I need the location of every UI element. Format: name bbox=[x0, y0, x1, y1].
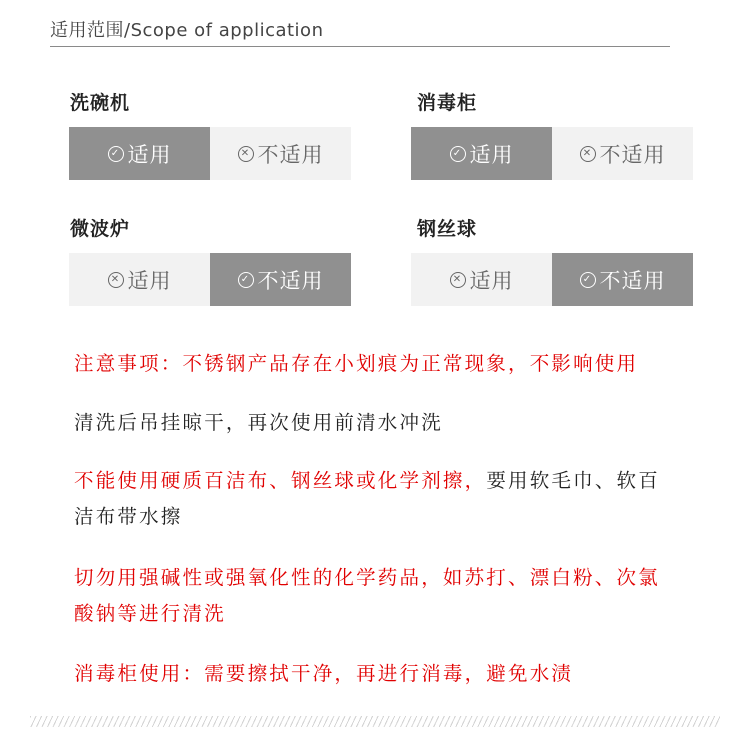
check-circle-icon: ✓ bbox=[108, 146, 124, 162]
note-no-abrasives bbox=[74, 463, 714, 535]
note-rinse: 清洗后吊挂晾干，再次使用前清水冲洗 bbox=[74, 411, 443, 434]
option-not-applicable bbox=[552, 127, 693, 180]
option-label: 不适用 bbox=[257, 142, 324, 167]
item-title-steel-wool: 钢丝球 bbox=[417, 218, 478, 240]
note-no-chemicals bbox=[74, 560, 714, 632]
check-circle-icon: ✓ bbox=[238, 272, 254, 288]
option-label: 适用 bbox=[127, 142, 172, 167]
option-not-applicable bbox=[210, 253, 351, 306]
option-label: 适用 bbox=[469, 142, 514, 167]
check-circle-icon: ✓ bbox=[450, 146, 466, 162]
check-circle-icon: ✓ bbox=[580, 272, 596, 288]
option-label: 不适用 bbox=[257, 268, 324, 293]
section-header bbox=[50, 18, 670, 47]
option-not-applicable bbox=[552, 253, 693, 306]
cross-circle-icon: ✕ bbox=[238, 146, 254, 162]
decorative-hatch-divider bbox=[30, 716, 720, 727]
note-no-chemicals-line1: 切勿用强碱性或强氧化性的化学药品，如苏打、漂白粉、次氯 bbox=[74, 566, 660, 589]
note-scratches: 注意事项：不锈钢产品存在小划痕为正常现象，不影响使用 bbox=[74, 352, 639, 375]
option-applicable bbox=[69, 127, 210, 180]
toggle-microwave bbox=[69, 253, 351, 306]
option-not-applicable bbox=[210, 127, 351, 180]
option-label: 不适用 bbox=[599, 142, 666, 167]
option-label: 不适用 bbox=[599, 268, 666, 293]
toggle-sterilizer bbox=[411, 127, 693, 180]
note-no-abrasives-advice-cont: 洁布带水擦 bbox=[74, 505, 183, 528]
cross-circle-icon: ✕ bbox=[450, 272, 466, 288]
toggle-steel-wool bbox=[411, 253, 693, 306]
option-applicable bbox=[411, 127, 552, 180]
toggle-dishwasher bbox=[69, 127, 351, 180]
option-applicable bbox=[411, 253, 552, 306]
item-title-microwave: 微波炉 bbox=[70, 218, 131, 240]
note-no-chemicals-line2: 酸钠等进行清洗 bbox=[74, 602, 226, 625]
note-no-abrasives-advice: 要用软毛巾、软百 bbox=[486, 469, 660, 492]
note-no-abrasives-warning: 不能使用硬质百洁布、钢丝球或化学剂擦， bbox=[74, 469, 487, 492]
cross-circle-icon: ✕ bbox=[108, 272, 124, 288]
note-sterilizer-use: 消毒柜使用：需要擦拭干净，再进行消毒，避免水渍 bbox=[74, 662, 574, 685]
option-label: 适用 bbox=[127, 268, 172, 293]
option-applicable bbox=[69, 253, 210, 306]
option-label: 适用 bbox=[469, 268, 514, 293]
item-title-dishwasher: 洗碗机 bbox=[70, 92, 131, 114]
cross-circle-icon: ✕ bbox=[580, 146, 596, 162]
item-title-sterilizer: 消毒柜 bbox=[417, 92, 478, 114]
section-title: 适用范围/Scope of application bbox=[50, 20, 324, 41]
